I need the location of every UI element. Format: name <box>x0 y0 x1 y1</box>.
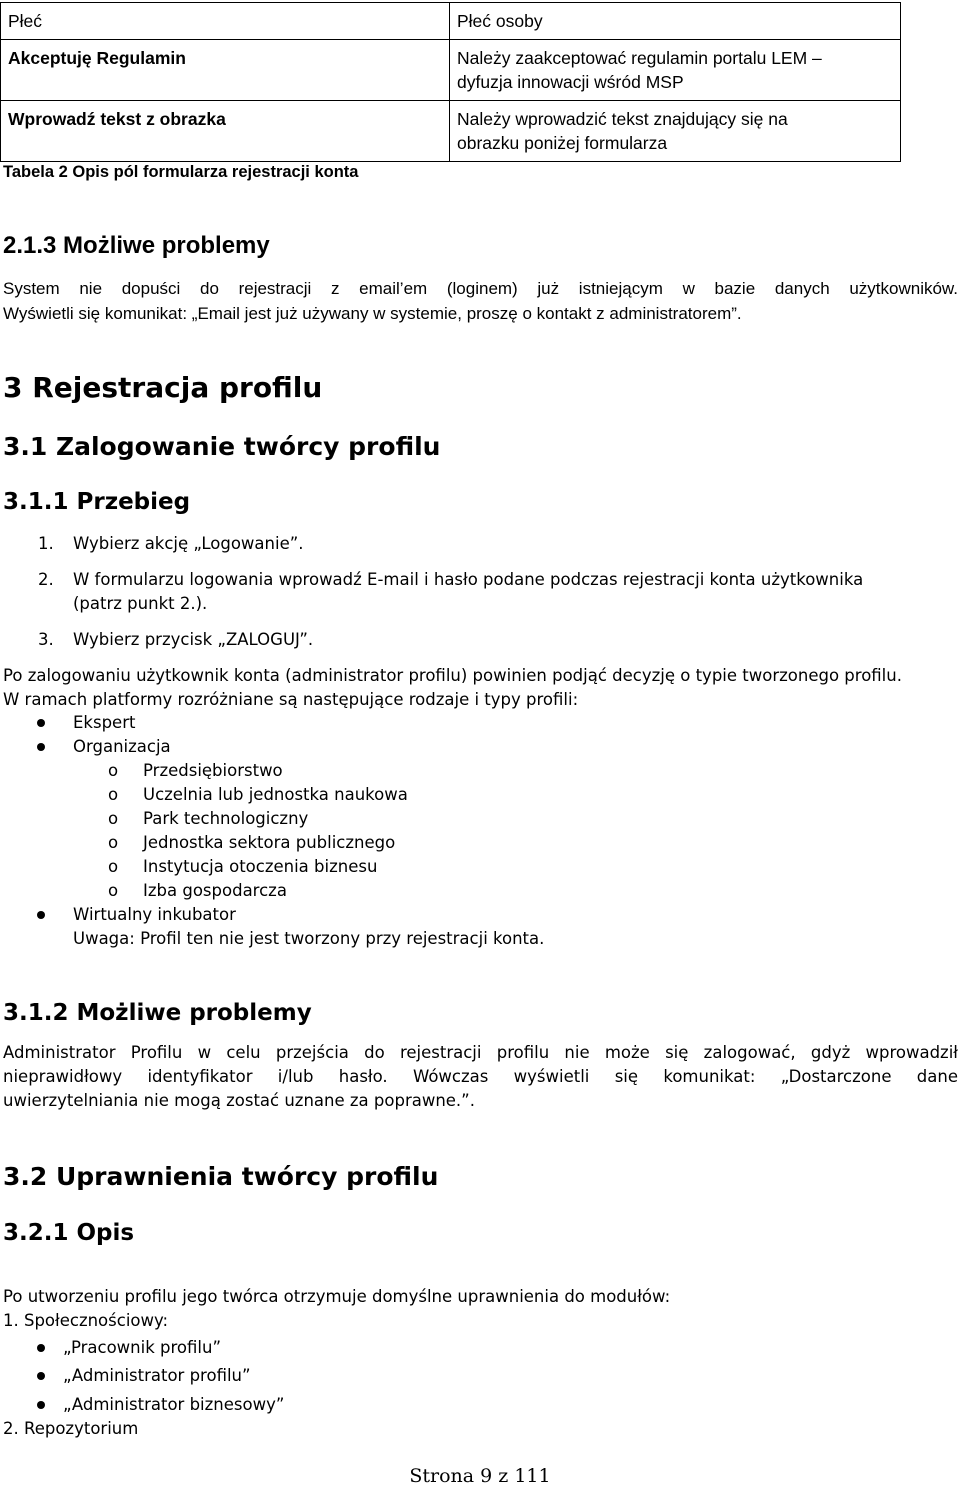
section-heading-3-1-1: 3.1.1 Przebieg <box>3 489 191 515</box>
step-number: 1. <box>38 534 54 553</box>
paragraph-line: Wyświetli się komunikat: „Email jest już używany w systemie, proszę o kontakt z administratorem”. <box>3 304 742 323</box>
description-line: obrazku poniżej formularza <box>457 133 668 153</box>
circle-bullet-icon: o <box>108 785 119 804</box>
circle-bullet-icon: o <box>108 761 119 780</box>
section-heading-3-2-1: 3.2.1 Opis <box>3 1220 135 1246</box>
list-item: Wirtualny inkubator <box>73 905 236 924</box>
bullet-icon <box>37 719 45 727</box>
numbered-item: 1. Społecznościowy: <box>3 1311 169 1330</box>
step-text: Wybierz akcję „Logowanie”. <box>73 534 304 553</box>
paragraph-line: System nie dopuści do rejestracji z email’em (loginem) już istniejącym w bazie danych użytkowników. <box>3 279 958 298</box>
section-heading-3-1-2: 3.1.2 Możliwe problemy <box>3 1000 312 1026</box>
field-description-cell <box>450 101 901 162</box>
bullet-icon <box>37 911 45 919</box>
field-name-cell: Akceptuję Regulamin <box>1 40 450 101</box>
bullet-icon <box>37 743 45 751</box>
form-fields-table <box>0 2 901 162</box>
list-item: „Administrator profilu” <box>63 1366 251 1385</box>
paragraph-line: Administrator Profilu w celu przejścia do rejestracji profilu nie może się zalogować, gdyż wprowadził <box>3 1043 958 1062</box>
field-description-cell <box>450 40 901 101</box>
step-number: 2. <box>38 570 54 589</box>
list-item: „Administrator biznesowy” <box>63 1395 285 1414</box>
circle-bullet-icon: o <box>108 881 119 900</box>
page-footer: Strona 9 z 111 <box>409 1465 551 1487</box>
step-text: W formularzu logowania wprowadź E-mail i hasło podane podczas rejestracji konta użytkownika <box>73 570 864 589</box>
description-line: Należy wprowadzić tekst znajdujący się na <box>457 109 788 129</box>
field-name-cell: Wprowadź tekst z obrazka <box>1 101 450 162</box>
section-heading-3-2: 3.2 Uprawnienia twórcy profilu <box>3 1162 439 1191</box>
circle-bullet-icon: o <box>108 857 119 876</box>
section-heading-3-1: 3.1 Zalogowanie twórcy profilu <box>3 432 441 461</box>
step-text: Wybierz przycisk „ZALOGUJ”. <box>73 630 314 649</box>
note-text: Uwaga: Profil ten nie jest tworzony przy rejestracji konta. <box>73 929 545 948</box>
step-number: 3. <box>38 630 54 649</box>
sub-list-item: Instytucja otoczenia biznesu <box>143 857 378 876</box>
table-caption: Tabela 2 Opis pól formularza rejestracji konta <box>3 163 359 181</box>
section-heading-2-1-3: 2.1.3 Możliwe problemy <box>3 232 270 259</box>
bullet-icon <box>37 1401 45 1409</box>
sub-list-item: Izba gospodarcza <box>143 881 287 900</box>
paragraph-line: Po zalogowaniu użytkownik konta (administrator profilu) powinien podjąć decyzję o typie tworzonego profilu. <box>3 666 902 685</box>
field-description-cell: Płeć osoby <box>450 3 901 40</box>
paragraph-line: Po utworzeniu profilu jego twórca otrzymuje domyślne uprawnienia do modułów: <box>3 1287 671 1306</box>
numbered-item: 2. Repozytorium <box>3 1419 139 1438</box>
circle-bullet-icon: o <box>108 809 119 828</box>
sub-list-item: Uczelnia lub jednostka naukowa <box>143 785 408 804</box>
table-row <box>1 40 901 101</box>
circle-bullet-icon: o <box>108 833 119 852</box>
paragraph-line: nieprawidłowy identyfikator i/lub hasło. Wówczas wyświetli się komunikat: „Dostarczone dane <box>3 1067 958 1086</box>
sub-list-item: Przedsiębiorstwo <box>143 761 283 780</box>
field-name-cell: Płeć <box>1 3 450 40</box>
table-row <box>1 101 901 162</box>
bullet-icon <box>37 1344 45 1352</box>
list-item: Organizacja <box>73 737 171 756</box>
description-line: Należy zaakceptować regulamin portalu LEM – <box>457 48 822 68</box>
bullet-icon <box>37 1372 45 1380</box>
list-item: „Pracownik profilu” <box>63 1338 221 1357</box>
table-row <box>1 3 901 40</box>
sub-list-item: Jednostka sektora publicznego <box>143 833 396 852</box>
chapter-heading-3: 3 Rejestracja profilu <box>3 371 323 404</box>
description-line: dyfuzja innowacji wśród MSP <box>457 72 684 92</box>
sub-list-item: Park technologiczny <box>143 809 309 828</box>
paragraph-line: uwierzytelniania nie mogą zostać uznane za poprawne.”. <box>3 1091 475 1110</box>
list-item: Ekspert <box>73 713 136 732</box>
step-text-continued: (patrz punkt 2.). <box>73 594 208 613</box>
paragraph-line: W ramach platformy rozróżniane są następujące rodzaje i typy profili: <box>3 690 579 709</box>
